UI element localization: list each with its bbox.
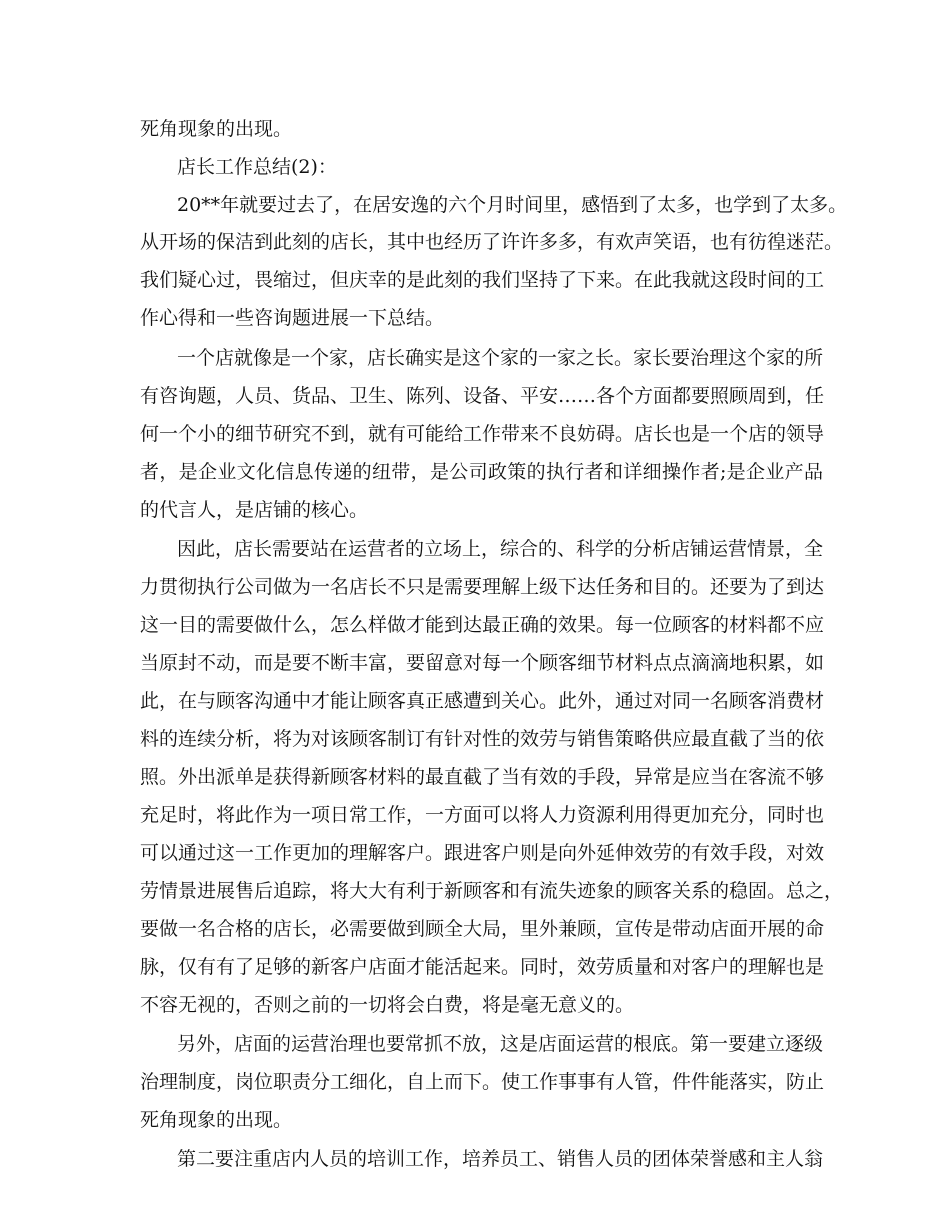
text-line: 因此，店长需要站在运营者的立场上，综合的、科学的分析店铺运营情景，全 <box>177 538 824 560</box>
text-line: 料的连续分析，将为对该顾客制订有针对性的效劳与销售策略供应最直截了当的依 <box>140 728 825 750</box>
text-line: 充足时，将此作为一项日常工作，一方面可以将人力资源利用得更加充分，同时也 <box>140 804 825 826</box>
text-line: 我们疑心过，畏缩过，但庆幸的是此刻的我们坚持了下来。在此我就这段时间的工 <box>140 269 825 291</box>
text-line: 照。外出派单是获得新顾客材料的最直截了当有效的手段，异常是应当在客流不够 <box>140 766 825 788</box>
text-line: 另外，店面的运营治理也要常抓不放，这是店面运营的根底。第一要建立逐级 <box>177 1033 824 1055</box>
text-line: 20**年就要过去了，在居安逸的六个月时间里，感悟到了太多，也学到了太多。 <box>177 194 848 216</box>
text-line: 有咨询题，人员、货品、卫生、陈列、设备、平安……各个方面都要照顾周到，任 <box>140 385 825 407</box>
text-line: 作心得和一些咨询题进展一下总结。 <box>140 307 445 329</box>
text-line: 死角现象的出现。 <box>140 118 293 140</box>
text-line: 治理制度，岗位职责分工细化，自上而下。使工作事事有人管，件件能落实，防止 <box>140 1071 825 1093</box>
text-line: 此，在与顾客沟通中才能让顾客真正感遭到关心。此外，通过对同一名顾客消费材 <box>140 690 825 712</box>
text-line: 可以通过这一工作更加的理解客户。跟进客户则是向外延伸效劳的有效手段，对效 <box>140 842 825 864</box>
text-line: 要做一名合格的店长，必需要做到顾全大局，里外兼顾，宣传是带动店面开展的命 <box>140 918 825 940</box>
text-line: 的代言人，是店铺的核心。 <box>140 499 369 521</box>
text-line: 劳情景进展售后追踪，将大大有利于新顾客和有流失迹象的顾客关系的稳固。总之， <box>140 880 844 902</box>
text-line: 力贯彻执行公司做为一名店长不只是需要理解上级下达任务和目的。还要为了到达 <box>140 576 825 598</box>
text-line: 者，是企业文化信息传递的纽带，是公司政策的执行者和详细操作者;是企业产品 <box>140 461 823 483</box>
text-line: 不容无视的，否则之前的一切将会白费，将是毫无意义的。 <box>140 994 635 1016</box>
text-line: 这一目的需要做什么，怎么样做才能到达最正确的效果。每一位顾客的材料都不应 <box>140 614 825 636</box>
text-line: 当原封不动，而是要不断丰富，要留意对每一个顾客细节材料点点滴滴地积累，如 <box>140 652 825 674</box>
text-line: 何一个小的细节研究不到，就有可能给工作带来不良妨碍。店长也是一个店的领导 <box>140 423 825 445</box>
text-line: 脉，仅有有了足够的新客户店面才能活起来。同时，效劳质量和对客户的理解也是 <box>140 956 825 978</box>
text-line: 第二要注重店内人员的培训工作，培养员工、销售人员的团体荣誉感和主人翁 <box>177 1148 824 1170</box>
text-line: 从开场的保洁到此刻的店长，其中也经历了许许多多，有欢声笑语，也有彷徨迷茫。 <box>140 231 844 253</box>
section-heading: 店长工作总结(2)： <box>177 156 337 178</box>
text-line: 一个店就像是一个家，店长确实是这个家的一家之长。家长要治理这个家的所 <box>177 347 824 369</box>
text-line: 死角现象的出现。 <box>140 1109 293 1131</box>
